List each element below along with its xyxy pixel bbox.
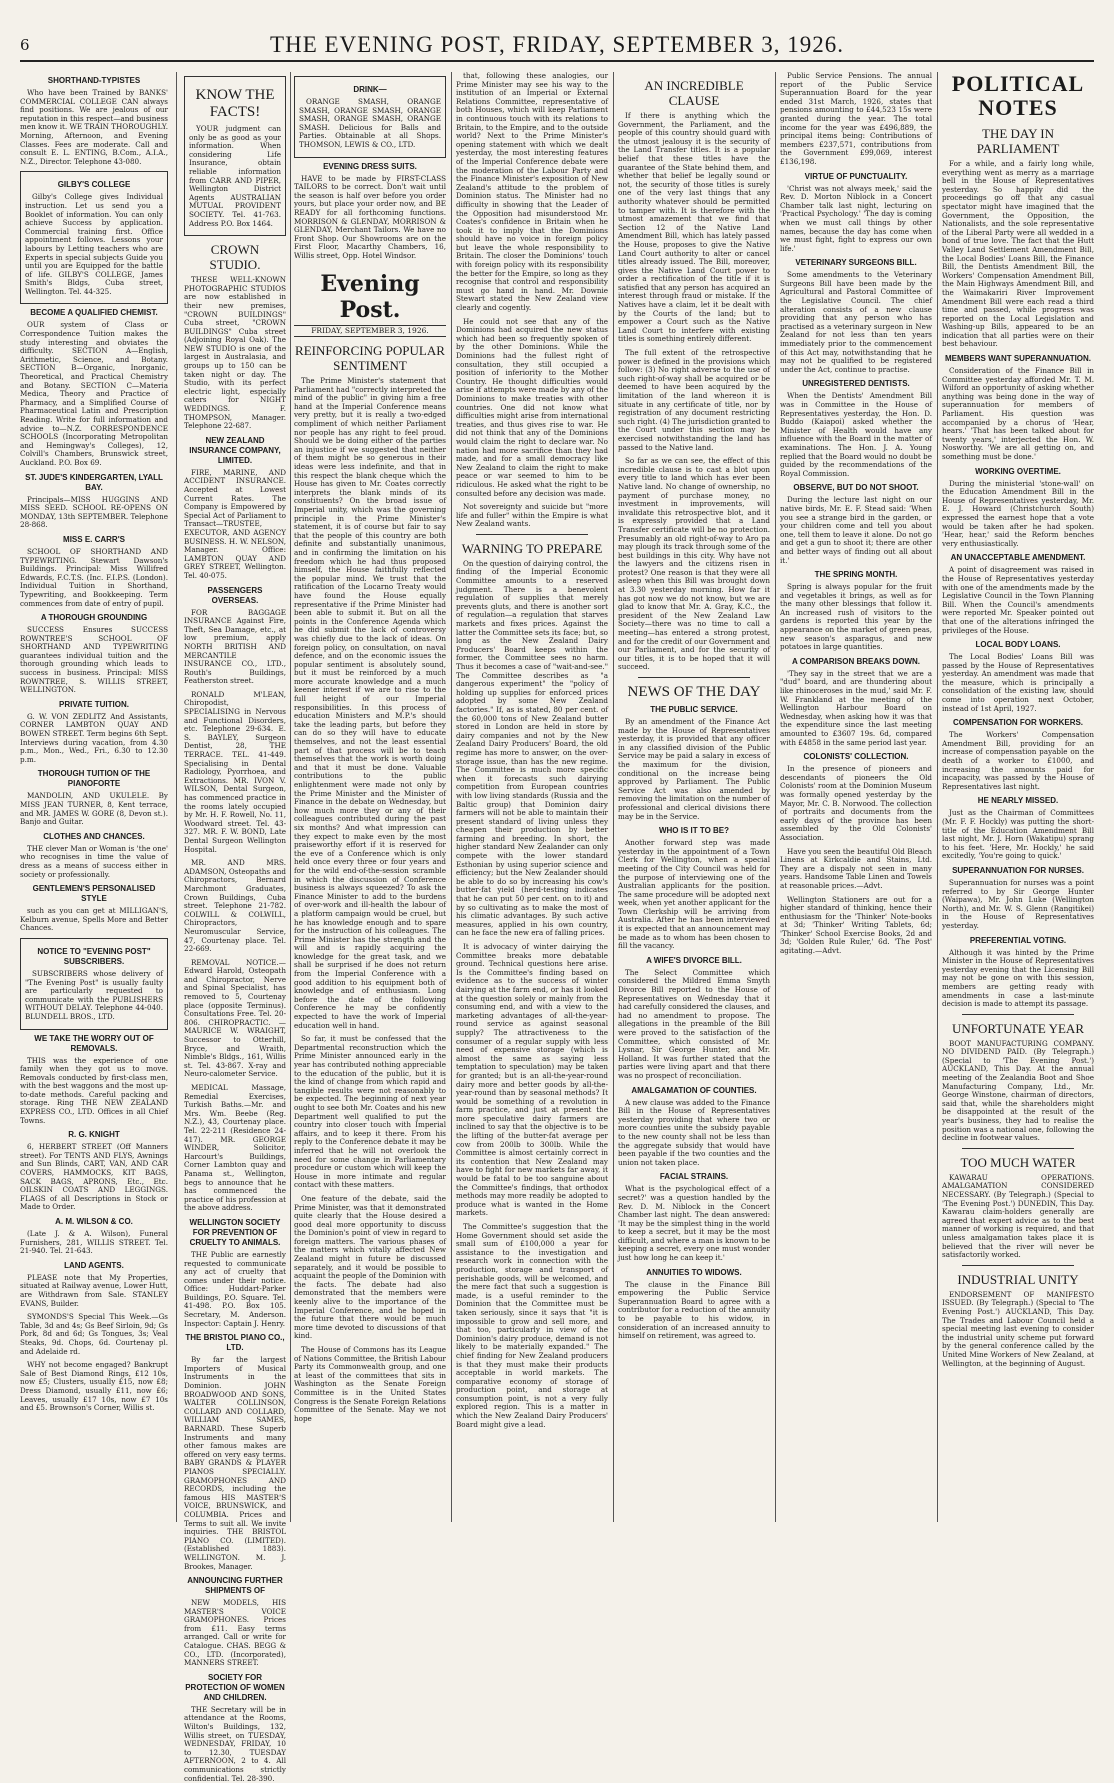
column-4 [456,72,608,1522]
news-item-text: Spring is always popular for the fruit and vegetables it brings, as well as for the many other blessings that follow it. An increased rush of visitors to the gardens is reported this year by the appearance on the market of green peas, new season's asparagus, and new potatoes in large quantities. [780,582,932,652]
news-item-heading: OBSERVE, BUT DO NOT SHOOT. [793,483,919,493]
article-heading: AN INCREDIBLE CLAUSE [644,78,744,108]
ad-text: SYMONDS'S Special This Week.—Gs Table, 3d and 4s; Gs Beef Sirloin, 9d; Gs Pork, 8d and 6d; Gs Tongues, 3s; Veal Steaks, 9d. Chops, 6d. Courtenay pl. and Adelaide rd. [20,1312,168,1356]
article-heading: THE DAY IN PARLIAMENT [976,126,1060,156]
ad-text: MANDOLIN, AND UKULELE. By MISS JEAN TURNER, 8, Kent terrace, and MR. JAMES W. GORE (8, Devon st.). Banjo and Guitar. [20,791,168,827]
news-item-heading: VETERINARY SURGEONS BILL. [795,258,917,268]
news-item-heading: THE PUBLIC SERVICE. [650,705,738,714]
article-text: The full extent of the retrospective power is defined in the provisions which follow: (3) No right adverse to the use of such right-of-way shall be acquired or be deemed to have been acquired by the limitation of the land whereon it is situate in any certificate of title, nor by registration of any document restricting such right. (4) The jurisdiction granted to the Court under this section may be exercised notwithstanding the land has passed to the Native land. [618,348,770,452]
article-text: For a while, and a fairly long while, everything went as merry as a marriage bell in the House of Representatives yesterday. So happily did the proceedings go off that any casual spectator might have imagined that the Government, the Opposition, the Nationalists, and the sole representative of the Liberal Party were all wedded in a bond of true love. The fact that the Hutt Valley Land Settlement Amendment Bill, the Local Bodies' Loans Bill, the Finance Bill, the Dentists Amendment Bill, the Workers' Compensation Amendment Bill, the Main Highways Amendment Bill, and the Waimakariri River Improvement Amendment Bill were each read a third time and passed, while progress was reported on the Local Legislation and Washing-up Bills, appeared to be an indication that all parties were on their best behaviour. [942,159,1094,349]
column-3 [294,72,446,1522]
ad-text: HAVE to be made by FIRST-CLASS TAILORS to be correct. Don't wait until the season is half over before you order yours, but place your order now, and BE READY for all forthcoming functions. MORRISON & GLENDAY, MORRISON & GLENDAY, Merchant Tailors. We have no Front Shop. Our Showrooms are on the First Floor, Macarthy Chambers, 16, Willis street, Opp. Hotel Windsor. [294,173,446,260]
news-item-text: Some amendments to the Veterinary Surgeons Bill have been made by the Agricultural and Pastoral Committee of the Legislative Council. The chief alteration consists of a new clause providing that any person who has practised as a veterinary surgeon in New Zealand for not less than ten years immediately prior to the commencement of this Act may, notwithstanding that he may not be qualified to be registered under the Act, continue to practise. [780,270,932,374]
news-item-heading: HE NEARLY MISSED. [977,796,1059,806]
ad-heading: DRINK— [353,85,387,94]
ad-text: THE clever Man or Woman is 'the one' who recognises in time the value of dress as a means of success either in society or professionally. [20,843,168,879]
ad-heading: WE TAKE THE WORRY OUT OF REMOVALS. [34,1033,154,1053]
article-heading: INDUSTRIAL UNITY [957,1271,1079,1287]
article-heading: WARNING TO PREPARE [461,540,603,556]
page-number: 6 [20,36,30,54]
article-text: Not sovereignty and suicide but "more life and fuller" within the Empire is what New Zealand wants. [456,502,608,529]
ad-heading: SHORTHAND-TYPISTES [47,76,141,85]
ad-text: WHY not become engaged? Bankrupt Sale of Best Diamond Rings, £12 10s, now £5; Clusters, usually £15, now £8; Dress Diamond, usually £11, now £6; Leaves, usually £17 10s, now £7 10s and £5. Brownson's Corner, Willis st. [20,1360,168,1413]
news-item-text: Just as the Chairman of Committees (Mr. F. F. Hockly) was putting the short-title of the Education Amendment Bill last night, Mr. J. Horn (Wakatipu) sprang to his feet. 'Here, Mr. Hockly,' he said excitedly, 'You're going to quick.' [942,808,1094,861]
news-item-heading: SUPERANNUATION FOR NURSES. [952,865,1084,875]
ad-text: NEW MODELS, HIS MASTER'S VOICE GRAMOPHONES. Prices from £11. Easy terms arranged. Call or write for Catalogue. CHAS. BEGG & CO., LTD. (Incorporated), MANNERS STREET. [184,1598,286,1668]
column-rule [176,72,177,1522]
ad-text: SUCCESS Ensures SUCCESS ROWNTREE'S SCHOOL OF SHORTHAND AND TYPEWRITING guarantees individual tuition and the thorough grounding which leads to success in business. Principal: MISS ROWNTREE, S. WILLIS STREET, WELLINGTON. [20,625,168,695]
article-text: So far, it must be confessed that the Departmental reconstruction which the Prime Minister announced early in the year has contributed nothing appreciable to the education of the public, but it is the kind of change from which rapid and tangible results were not reasonably to be expected. The beginning of next year ought to see both Mr. Coates and his new Department well qualified to put the country into closer touch with Imperial affairs, and to keep it there. From his reply to the Conference debate it may be inferred that he will not overlook the need for some change in Parliamentary procedure or custom which will keep the House in more intimate and regular contact with these matters. [294,1034,446,1190]
column-5 [618,72,770,1522]
article-text: He could not see that any of the Dominions had acquired the new status which had been so frequently spoken of by the other Dominions. While the Dominions had the fullest right of consultation, they still occupied a position of inferiority to the Mother Country. He thought difficulties would arise if attempts were made by any of the Dominions to make treaties with other countries. One did not know what difficulties might arise from international treaties, and thus gives rise to war. He did not think that any of the Dominions would claim the right to declare war. No nation had more sacrifice than they had made, and for a small democracy like New Zealand to claim the right to make peace or war seemed to him to be ridiculous. He asked what the right to be consulted before any decision was made. [456,316,608,498]
news-item-text: 'Christ was not always meek,' said the Rev. D. Morton Niblock in a Concert Chamber talk last night, lecturing on 'Practical Psychology.' 'The day is coming when we must call things by other names, because the day has come when we must fight, fight to express our own life.' [780,183,932,253]
section-divider [962,1014,1074,1015]
news-item-heading: AMALGAMATION OF COUNTIES. [631,1085,757,1095]
news-item-text: Public Service Pensions. The annual report of the Public Service Superannuation Board for the year ended 31st March, 1926, states that pensions amounting to £44,523 15s were granted during the year. The total income for the year was £496,889, the principal items being: Contributions of members £237,571, contributions from the Government £99,069, interest £136,198. [780,71,932,166]
article-text: The Prime Minister's statement that Parliament had "correctly interpreted the mind of the public" in giving him a free hand at the Imperial Conference means very pretty, but it is really a two-edged compliment of which neither Parliament nor people has any right to feel proud. Should we be doing either of the parties an injustice if we suggested that neither of them might be so generous in their ideas were less indefinite, and that in this respect the blank cheque which the House has given to Mr. Coates correctly interprets the blank minds of its constituents? On the broad issue of Imperial unity, which was the governing principle in the Prime Minister's statement, it is of course but fair to say that the people of this country are both definite and substantially unanimous, and in confirming the limitation on his freedom which he had thus proposed himself, the House faithfully reflected the popular mind. We trust that the ratification of the Locarno Treaty would have found the House equally representative if the Prime Minister had been able to submit it. But on all the points in the Conference Agenda which he did submit the lack of controversy was chiefly due to the lack of ideas. On foreign policy, on consultation, on naval defence, and on the economic issues the popular sentiment is absolutely sound, but it must be reinforced by a much more accurate knowledge and a much keener interest if we are to rise to the full height of our Imperial responsibilities. In this process of education Ministers and M.P.'s should take the leading parts, but before they can do so they will have to educate themselves, and not the least essential part of that process will be to teach themselves that the work is worth doing and that it must be done. Valuable contributions to the public enlightenment were made not only by the Prime Minister and the Minister of Finance in the debate on Wednesday, but how much more they or any of their colleagues contributed during the past six months? And what impression can they expect to make even by the most praiseworthy effort if it is reserved for the eve of a Conference which is only held once every three or four years and for the wild end-of-the-session scramble in which the discussion of Conference business is always squeezed? To ask the Finance Minister to add to the burdens of over-work and ill-health the labour of a platform campaign would be cruel, but he has knowledge enough and to spare for the instruction of his colleagues. The Prime Minister has the strength and the will and is rapidly acquiring the knowledge for the great task, and we shall be surprised if he does not return from the Imperial Conference with a good addition to his equipment both of knowledge and of enthusiasm. Long before the date of the following Conference he may be confidently expected to have the work of Imperial education well in hand. [294,376,446,1030]
ad-heading: BECOME A QUALIFIED CHEMIST. [30,308,158,318]
article-text: So far as we can see, the effect of this incredible clause is to cast a blot upon every title to land which has ever been Native land. No change of ownership, no payment of purchase money, no investment in improvements, will invalidate this retrospective blot, and it is expressly provided that a Land Transfer certificate will be no protection. Presumably an old right-of-way to Aro pa may plough its track through some of the best buildings in this city. Why have not the lawyers and the citizens risen in protest? One reason is that they were all asleep when this Bill was brought down at 3.30 yesterday morning. How far it has got now we do not know, but we are glad to know that Mr. A. Gray, K.C., the president of the New Zealand Law Society—there was no time to call a meeting—has entered a strong protest, and for the credit of our Government and our Parliament, and for the security of our titles, it is to be hoped that it will succeed. [618,456,770,672]
ad-heading: EVENING DRESS SUITS. [323,161,417,171]
news-item-text: During the ministerial 'stone-wall' on the Education Amendment Bill in the House of Representatives yesterday, Mr. E. J. Howard (Christchurch South) expressed the earnest hope that a vote would be taken after he had spoken. 'Hear, hear,' said the Reform benches very enthusiastically. [942,478,1094,548]
news-item-heading: WHO IS IT TO BE? [658,826,730,836]
ad-text: Principals—MISS HUGGINS AND MISS SEED. SCHOOL RE-OPENS ON MONDAY, 13th SEPTEMBER. Telephone 28-868. [20,494,168,530]
news-item-text: What is the psychological effect of a secret?' was a question handled by the Rev. D. M. Niblock in the Concert Chamber last night. The dean answered: 'It may be the simplest thing in the world to keep a secret, but it may be the most difficult, and where a man is known to be keeping a secret, every one must wonder just how long he can keep it.' [618,1184,770,1263]
ad-text: (Late J. & A. Wilson), Funeral Furnishers, 281, WILLIS STREET. Tel. 21-940. Tel. 21-643. [20,1229,168,1256]
news-item-text: Superannuation for nurses was a point referred to by Sir George Hunter (Waipawa), Mr. John Luke (Wellington North), and Mr. W. S. Glenn (Rangitikei) in the House of Representatives yesterday. [942,877,1094,930]
news-item-heading: COMPENSATION FOR WORKERS. [952,718,1084,728]
news-item-text: Although it was hinted by the Prime Minister in the House of Representatives yesterday evening that the Licensing Bill may not be gone on with this session, members are getting ready with amendments in case a last-minute decision is made to attempt its passage. [942,947,1094,1009]
ad-heading: ANNOUNCING FURTHER SHIPMENTS OF [187,1576,283,1596]
news-item-heading: A WIFE'S DIVORCE BILL. [646,955,742,965]
article-text: ENDORSEMENT OF MANIFESTO ISSUED. (By Telegraph.) (Special to 'The Evening Post.') AUCKLAND, This Day. The Trades and Labour Council held a special meeting last evening to consider the industrial unity scheme put forward by the general conference called by the United Mine Workers of New Zealand, at Wellington, at the beginning of August. [942,1289,1094,1368]
column-1 [20,72,168,1522]
news-item-heading: LOCAL BODY LOANS. [975,640,1061,650]
news-item-text: In the presence of pioneers and descendants of pioneers the Old Colonists' room at the Dominion Museum was formally opened yesterday by the Mayor, Mr. C. B. Norwood. The collection of portraits and documents from the early days of the province has been assembled by the Old Colonists' Association. [780,764,932,842]
ad-heading: R. G. KNIGHT [68,1130,120,1140]
ad-heading: NOTICE TO "EVENING POST" SUBSCRIBERS. [37,946,151,966]
article-heading: NEWS OF THE DAY [627,684,761,700]
ad-heading: WELLINGTON SOCIETY FOR PREVENTION OF CRUELTY TO ANIMALS. [189,1217,281,1247]
ad-text: MEDICAL Massage, Remedial Exercises, Turkish Baths.—Mr. and Mrs. Wm. Beebe (Reg. N.Z.), 43, Courtenay place. Tel. 22-211 (Residence 24-417). MR. GEORGE WINDER, Solicitor, Harcourt's Buildings, Corner Lambton quay and Panama st., Wellington, begs to announce that he has commenced the practice of his profession at the above address. [184,1083,286,1213]
column-rule [937,72,938,1522]
article-heading: REINFORCING POPULAR SENTIMENT [295,343,445,374]
news-item-text: The Local Bodies' Loans Bill was passed by the House of Representatives yesterday. An amendment was made that the measure, which is principally a consolidation of the existing law, should come into operation next October, instead of 1st April, 1927. [942,652,1094,713]
ad-heading: ST. JUDE'S KINDERGARTEN, LYALL BAY. [25,472,163,492]
news-item-text: 'They say in the street that we are a "dud" board, and are thundering about like rhinoceroses in the mud,' said Mr. F. W. Frankland at the meeting of the Wellington Harbour Board on Wednesday, when asking how it was that the expenditure since the last meeting amounted to £3607 19s. 6d, compared with £4858 in the same period last year. [780,668,932,747]
ad-text: RONALD M'LEAN, Chiropodist, SPECIALISING in Nervous and Functional Disorders, etc. Telephone 29-634. E. S. BAYLEY, Surgeon Dentist, 28, THE TERRACE. TEL. 41-449. Specialising in Dental Radiology, Pyorrhoea, and Extractions. MR. IVON V. WILSON, Dental Surgeon, has commenced practice in the rooms lately occupied by Mr. H. F. Rowell, No. 11, Woodward street. Tel. 43-327. MR. F. W. BOND, Late Dental Surgeon Wellington Hospital. [184,689,286,854]
ad-heading: CROWN STUDIO. [209,242,261,273]
news-item-text: By an amendment of the Finance Act made by the House of Representatives yesterday, it is provided that any officer in any classified division of the Public Service may be paid a salary in excess of the maximum for the division, conditional on the increase being approved by Parliament. The Public Service Act was also amended by removing the limitation on the number of professional and clerical divisions there may be in the Service. [618,717,770,821]
advert-text: Have you seen the beautiful Old Bleach Linens at Kirkcaldie and Stains, Ltd. They are a dispaly not seen in many years. Handsome Table Linen and Towels at reasonable prices.—Advt. [780,846,932,890]
news-item-heading: UNREGISTERED DENTISTS. [802,379,910,389]
section-divider [638,677,750,678]
news-item-heading: COLONISTS' COLLECTION. [803,752,909,762]
newspaper-title: THE EVENING POST, FRIDAY, SEPTEMBER 3, 1926. [270,32,844,57]
news-item-heading: ANNUITIES TO WIDOWS. [646,1267,742,1277]
news-item-text: When the Dentists' Amendment Bill was in Committee in the House of Representatives yesterday, the Hon. D. Buddo (Kaiapoi) asked whether the Minister of Health would have any influence with the Board in the matter of examinations. The Hon. J. A. Young replied that the Board would no doubt be guided by the recommendations of the Royal Commission. [780,391,932,478]
ad-heading: A THOROUGH GROUNDING [40,613,148,623]
ad-heading: GENTLEMEN'S PERSONALISED STYLE [32,884,156,904]
masthead [20,30,1094,62]
article-heading: TOO MUCH WATER [960,1154,1076,1170]
column-6 [780,72,932,1522]
ad-text: FOR BAGGAGE INSURANCE Against Fire, Theft, Sea Damage, etc., at low premium, apply NORTH BRITISH AND MERCANTILE INSURANCE CO., LTD., Routh's Buildings, Featherston street. [184,607,286,686]
ad-text: THESE WELL-KNOWN PHOTOGRAPHIC STUDIOS are now established in their new premises, "CROWN BUILDINGS" Cuba street, "CROWN BUILDINGS" Cuba street (Adjoining Royal Oak). The NEW STUDIO is one of the largest in Australasia, and groups up to 150 can be taken night or day. The Studio, with its perfect electric light, especially caters for NIGHT WEDDINGS. F. THOMPSON, Manager. Telephone 22-687. [184,275,286,431]
ad-heading: THOROUGH TUITION OF THE PIANOFORTE [37,769,151,789]
ad-text: THE Secretary will be in attendance at the Rooms, Wilton's Buildings, 132, Willis street, on TUESDAY, WEDNESDAY, FRIDAY, 10 to 12.30, TUESDAY AFTERNOON, 2 to 4. All communications strictly confidential. Tel. 28-390. [184,1704,286,1783]
news-item-text: Consideration of the Finance Bill in Committee yesterday afforded Mr. T. M. Wilford an opportunity of asking whether anything was being done in the way of superannuation for members of Parliament. His question was accompanied by a chorus of 'Hear, hears.' 'That has been talked about for twenty years,' interjected the Hon. W. Nosworthy. 'We are all getting on, and something must be done.' [942,366,1094,461]
editorial-masthead: Evening Post. [320,270,420,323]
ad-text: SUBSCRIBERS whose delivery of "The Evening Post" is usually faulty are particularly requested to communicate with the PUBLISHERS WITHOUT DELAY. Telephone 44-040. BLUNDELL BROS., LTD. [25,968,163,1021]
news-item-heading: FACIAL STRAINS. [659,1172,729,1182]
ad-heading: LAND AGENTS. [64,1260,124,1270]
ad-text: MR. AND MRS. ADAMSON, Osteopaths and Chiropractors, Bernard Marchmont Graduates, Crown Buildings, Cuba street. Telephone 21-782. COLWILL & COLWILL, Chiropractors, Neuromuscular Service, 47, Courtenay place. Tel. 22-669. [184,858,286,954]
ad-text: REMOVAL NOTICE.—Edward Harold, Osteopath and Chiropractor, Nerve and Spinal Specialist, has removed to 5, Courtenay place (opposite Terminus). Consultations Free. Tel. 20-806. CHIROPRACTIC. — MAURICE W. WRAIGHT, Successor to Otterhill, Bryce, and Wraith, Nimble's Bldgs., 161, Willis st. Tel. 43-867. X-ray and Neuro-calometer Service. [184,957,286,1079]
article-text: The Committee's suggestion that the Home Government should set aside the small sum of £100,000 a year for assistance to the investigation and research work in connection with the production, storage and transport of perishable goods, will be welcomed, and the mere fact that such a suggestion is made, is a useful reminder to the Dominion that the Committee must be taken seriously, since it says that "it is impossible to grow and sell more, and that too, particularly in view of the Dominion's dairy produce, demand is not likely to be materially expanded." The chief finding for New Zealand producers is that they must make their products acceptable in world markets. The comparative economy of storage of production point, and storage at consumption point, is not a very fully explored region. This is a matter in which the New Zealand Dairy Producers' Board might give a lead. [456,1222,608,1429]
ad-heading: PRIVATE TUITION. [59,699,129,709]
news-item-heading: AN UNACCEPTABLE AMENDMENT. [950,553,1086,563]
ad-text: Gilby's College gives Individual instruction. Let us send you a Booklet of information. You can only achieve Success by application. Commercial training first. Office appointment follows. Lessons your labours by Letting teachers who are Experts in special subjects Guide you until you are Equipped for the battle of life. GILBY'S COLLEGE, James Smith's Bldgs, Cuba street, Wellington. Tel. 44-325. [25,192,163,296]
article-text: On the question of dairying control, the finding of the Imperial Economic Committee amounts to a reserved judgment. There is a benevolent regulation of supplies that merely prevents gluts, and there is another sort of regulation—a regulation that starves markets and fixes prices. Against the latter the Committee sets its face; but, so long as the New Zealand Dairy Producers' Board keeps within the former, the Committee sees no harm. Thus it becomes a case of "wait-and-see." The Committee describes as "a dangerous experiment" the "policy of holding up supplies for enforced prices adopted by some New Zealand factories." If, as is stated, 80 per cent. of the 60,000 tons of New Zealand butter stored in London are held in store by dairy companies and not by the New Zealand Dairy Producers' Board, the old regime has more to answer, on the over-storage issue, than has the new regime. The Committee is much more specific when it forecasts such dairying competition from European countries with low living standards (Russia and the Baltic group) that Dominion dairy farmers will not be able to maintain their present standard of living unless they cheapen their production by better farming and breeding. In short, the higher standard New Zealander can only compete with the lower standard Esthonian by using superior science and efficiency; but the New Zealander should be able to do so by increasing his cow's butter-fat yield (herd-testing indicates that he can put 50 per cent. on to it) and by so cultivating as to make the most of his climatic advantages. By such active measures, applied in his own country, can he face the new era of falling prices. [456,558,608,938]
news-item-heading: PREFERENTIAL VOTING. [969,935,1067,945]
article-text: If there is anything which the Government, the Parliament, and the people of this country should guard with the utmost jealousy it is the security of the Land Transfer titles. It is a popular belief that these titles have the guarantee of the State behind them, and whether that belief be legally sound or not, the security of those titles is surely one of the very last things that any authority whatever should be permitted to tamper with. It is therefore with the utmost amazement that we find that Section 12 of the Native Land Amendment Bill, which has lately passed the House, proposes to give the Native Land Court authority to alter or cancel titles already issued. The Bill, moreover, gives the Native Land Court power to order a rectification of the title if it is satisfied that any person has acquired an interest through fraud or mistake. If the Natives have a claim, let it be dealt with by the Courts of the land; but to empower a Court such as the Native Land Court to interfere with existing titles is something entirely different. [618,111,770,344]
ad-heading: THE BRISTOL PIANO CO., LTD. [185,1333,285,1353]
column-rule [451,72,452,1522]
ad-text: SCHOOL OF SHORTHAND AND TYPEWRITING. Stewart Dawson's Buildings. Principal: Miss Willifred Edwards, F.C.T.S. (Inc. F.I.P.S. (London). Individual Tuition in Shorthand, Typewriting, and Bookkeeping. Term commences from date of entry of pupil. [20,546,168,608]
section-divider [962,1265,1074,1266]
article-text: It is advocacy of winter dairying the Committee breaks more debatable ground. Technical questions here arise. Is the Committee's finding based on evidence as to the success of winter dairying at the farm end, or has it looked at the question solely or mainly from the consuming end, and with a view to the marketing advantages of all-the-year-round service as against seasonal supply? The attractiveness to the consumer of a regular supply with less need of expensive storage (which is almost the same as saying less temptation to speculation) may be taken for granted; but is an all-the-year-round dairy more and better goods by all-the-year-round than by seasonal methods? It would be something of a revolution in farm practice, and just at present the more speculative dairy farmers are inclined to say that the objective is to be the lifting of the butter-fat average per cow from 200lb to 300lb. While the Committee is almost certainly correct in its contention that New Zealand may have to fight for new markets far away, it would be fatal to be too sanguine about the Committee's findings, that orthodox methods may more readily be adopted to produce what is wanted in the Home markets. [456,942,608,1218]
ad-heading: KNOW THE FACTS! [195,87,275,120]
ad-text: FIRE, MARINE, AND ACCIDENT INSURANCE. Accepted at Lowest Current Rates. The Company is Empowered by Special Act of Parliament to Transact—TRUSTEE, EXECUTOR, AND AGENCY BUSINESS. H. W. NELSON, Manager. Office: LAMBTON QUAY AND GREY STREET, Wellington. Tel. 40-075. [184,467,286,580]
column-rule [613,72,614,1522]
editorial-date: FRIDAY, SEPTEMBER 3, 1926. [294,325,446,338]
news-item-text: A point of disagreement was raised in the House of Representatives yesterday with one of the amendments made by the Legislative Council in the Town Planning Bill. When the Council's amendments were reported Mr. Speaker pointed out that one of the alterations infringed the privileges of the House. [942,565,1094,635]
ad-heading: MISS E. CARR'S [63,534,125,544]
column-7 [942,72,1094,1522]
ad-heading: CLOTHES AND CHANCES. [43,831,145,841]
ad-text: Who have been Trained by BANKS' COMMERCIAL COLLEGE CAN always find positions. We are jealous of our reputation in this respect—and business men know it. WE TRAIN THOROUGHLY. Morning, Afternoon, and Evening Classes. Fees are moderate. Call and consult E. L. ENTING, B.Com., A.I.A., N.Z., Director. Telephone 43-080. [20,88,168,166]
ad-text: 6, HERBERT STREET (Off Manners street). For TENTS AND FLYS, Awnings and Sun Blinds, CART, VAN, AND CAR COVERS, HAMMOCKS, KIT BAGS, SACK BAGS, APRONS, Etc., Etc. OILSKIN COATS AND LEGGINGS. FLAGS of all Descriptions in Stock or Made to Order. [20,1142,168,1212]
news-item-heading: WORKING OVERTIME. [975,466,1061,476]
news-item-text: The Select Committee which considered the Mildred Emma Smyth Divorce Bill reported to the House of Representatives on Wednesday that it had carefully considered the clauses, and had no amendment to propose. The allegations in the preamble of the Bill were proved to the satisfaction of the Committee, which consisted of Mr. Lysnar, Sir George Hunter, and Mr. Holland. It was further stated that the parties were living apart and that there was no prospect of reconciliation. [618,967,770,1080]
news-item-text: The Workers' Compensation Amendment Bill, providing for an increase of compensation payable on the death of a worker to £1000, and increasing the amounts paid for incapacity, was passed by the House of Representatives last night. [942,730,1094,791]
article-text: BOOT MANUFACTURING COMPANY. NO DIVIDEND PAID. (By Telegraph.) (Special to 'The Evening Post.') AUCKLAND, This Day. At the annual meeting of the Zealandia Boot and Shoe Manufacturing Company, Ltd., Mr. George Winstone, chairman of directors, said that, while the shareholders might be disappointed at the result of the year's business, they had to realise the position was a national one, following the decline in footwear values. [942,1038,1094,1143]
ad-text: PLEASE note that My Properties, situated at Railway avenue, Lower Hutt, are Withdrawn from Sale. STANLEY EVANS, Builder. [20,1272,168,1308]
ad-text: By far the largest Importers of Musical Instruments in the Dominion. JOHN BROADWOOD AND SONS, WALTER COLLINSON, COLLARD AND COLLARD, WILLIAM SAMES, BARNARD. These Superb Instruments and many other famous makes are offered on very easy terms. BABY GRANDS & PLAYER PIANOS SPECIALLY. GRAMOPHONES AND RECORDS, including the famous HIS MASTER'S VOICE, BRUNSWICK, and COLUMBIA. Prices and Terms to suit all. We invite inquiries. THE BRISTOL PIANO CO. (LIMITED). (Established 1883). WELLINGTON. M. J. Brookes, Manager. [184,1355,286,1571]
ad-text: such as you can get at MILLIGAN'S, Kelburn avenue, Spells More and Better Chances. [20,906,168,933]
ad-heading: SOCIETY FOR PROTECTION OF WOMEN AND CHILDREN. [185,1672,285,1702]
article-heading: UNFORTUNATE YEAR [952,1020,1084,1036]
ad-text: G. W. VON ZEDLITZ And Assistants, CORNER LAMBTON QUAY AND BOWEN STREET. Term begins 6th Sept. Interviews during vacation, from 4.30 p.m., Mon., Wed., Fri., 6.30 to 12.30 p.m. [20,711,168,764]
article-text: The House of Commons has its League of Nations Committee, the British Labour Party its Commonwealth group, and one at least of the committees that sits in Washington as the Senate Foreign Committee is in the United States Congress is the Senate Foreign Relations Committee of the Senate. May we not hope [294,1345,446,1423]
article-text: One feature of the debate, said the Prime Minister, was that it demonstrated quite clearly that the House desired a good deal more opportunity to discuss the Dominion's point of view in regard to foreign matters. The various phases of the matters which vitally affected New Zealand might in future be discussed separately, and it would be possible to acquaint the people of the Dominion with the facts. The debate had also demonstrated that the members were keenly alive to the importance of the Imperial Conference, and he hoped in the future that there would be much more time devoted to discussions of that kind. [294,1193,446,1341]
advert-text: Wellington Stationers are out for a higher standard of thinking, hence their enthusiasm for the 'Thinker' Note-books at 3d; 'Thinker' Writing Tablets, 6d; 'Thinker' School Exercise Books, 2d and 3d; 'Golden Rule Ruler,' 6d. 'The Post' agitating.—Advt. [780,894,932,956]
section-divider [476,534,588,535]
ad-heading: A. M. WILSON & CO. [55,1217,133,1226]
news-item-heading: MEMBERS WANT SUPERANNUATION. [944,354,1092,364]
ad-text: THE Public are earnestly requested to communicate any act of cruelty that comes under their notice. Office: Huddart-Parker Buildings, P.O. Square. Tel. 41-498. P.O. Box 105. Secretary, M. Anderson. Inspector: Captain J. Henry. [184,1249,286,1328]
column-rule [290,72,291,1522]
news-item-heading: VIRTUE OF PUNCTUALITY. [804,171,908,181]
ad-text: ORANGE SMASH, ORANGE SMASH, ORANGE SMASH, ORANGE SMASH, ORANGE SMASH, ORANGE SMASH. Delicious for Balls and Parties. Obtainable at all Shops. THOMSON, LEWIS & CO., LTD. [299,97,441,149]
ad-text: YOUR judgment can only be as good as your information. When considering Life Insurance, obtain reliable information from CARR AND PIPER, Wellington District Agents AUSTRALIAN MUTUAL PROVIDENT SOCIETY. Tel. 41-763. Address P.O. Box 1464. [189,124,281,228]
news-item-text: During the lecture last night on our native birds, Mr. E. F. Stead said: 'When you see a strange bird in the garden, or your children come and tell you about one, tell them to leave it alone. Do not go and get a gun to shoot it; there are other and better ways of finding out all about it.' [780,495,932,565]
ad-text: OUR system of Class or Correspondence Tuition makes the study interesting and obviates the difficulty. SECTION A—English, Arithmetic, Science, and Botany. SECTION B—Organic, Inorganic, Theoretical, and Practical Chemistry and Botany. SECTION C—Materia Medica, Theory and Practice of Pharmacy, and a Simplified Course of Pharmaceutical Latin and Prescription Reading. Write for full information and advice to—N.Z. CORRESPONDENCE SCHOOLS (Incorporating Metropolitan and Hemingway's Colleges), 12, Colvill's Chambers, Brunswick street, Auckland. P.O. Box 69. [20,320,168,467]
news-item-text: A new clause was added to the Finance Bill in the House of Representatives yesterday providing that where two or more counties unite the subsidy payable to the new county shall not be less than the aggregate subsidy that would have been payable if the two counties and the union not taken place. [618,1097,770,1167]
article-text: KAWARAU OPERATIONS. AMALGAMATION CONSIDERED NECESSARY. (By Telegraph.) (Special to 'The Evening Post.') DUNEDIN, This Day. Kawarau claim-holders generally are agreed that expert advice as to the best manner of working is required, and that unless amalgamation takes place it is believed that the river will never be satisfactorily worked. [942,1172,1094,1260]
news-item-heading: THE SPRING MONTH. [814,570,898,580]
ad-heading: GILBY'S COLLEGE [57,180,131,190]
news-item-heading: A COMPARISON BREAKS DOWN. [792,656,920,666]
ad-heading: NEW ZEALAND INSURANCE COMPANY, LIMITED. [189,435,281,465]
news-item-text: Another forward step was made yesterday in the appointment of a Town Clerk for Wellington, when a special meeting of the City Council was held for the purpose of interviewing one of the Australian applicants for the position. The same procedure will be adopted next week, when yet another applicant for the Town Clerkship will be arriving from Australia. After he has been interviewed it is expected that an announcement may be made as to whom has been chosen to fill the vacancy. [618,838,770,951]
section-divider [962,1148,1074,1149]
column-2 [184,72,286,1783]
news-item-text: The clause in the Finance Bill empowering the Public Service Superannuation Board to agree with a contributor for a reduction of the annuity to be payable to his widow, in consideration of an increased annuity to himself on retirement, was agreed to. [618,1279,770,1341]
section-banner: POLITICAL NOTES [951,71,1085,120]
ad-text: THIS was the experience of one family when they got us to move. Removals conducted by first-class men, with the best waggons and the most up-to-date methods. Careful packing and storage. Ring THE NEW ZEALAND EXPRESS CO., LTD. Offices in all Chief Towns. [20,1055,168,1125]
ad-heading: PASSENGERS OVERSEAS. [207,585,263,605]
column-rule [775,72,776,1522]
article-text: that, following these analogies, our Prime Minister may see his way to the institution of an Imperial or External Relations Committee, representative of both Houses, which will keep Parliament in continuous touch with its relations to Britain, to the Empire, and to the outside world? Next to the Prime Minister's opening statement with which we dealt yesterday, the most interesting features of the Imperial Conference debate were the moderation of the Labour Party and the Finance Minister's exposition of New Zealand's attitude to the problem of Dominion status. The Minister had no difficulty in showing that the Leader of the Opposition had misunderstood Mr. Coates's confidence in Britain when he took it to imply that the Dominions should have no voice in foreign policy but leave the whole responsibility to Britain. The closer the Dominions' touch with foreign policy with its responsibility the better for the Empire, so long as they recognise that control and responsibility must go hand in hand. Mr. Downie Stewart stated the New Zealand view clearly and cogently. [456,71,608,313]
